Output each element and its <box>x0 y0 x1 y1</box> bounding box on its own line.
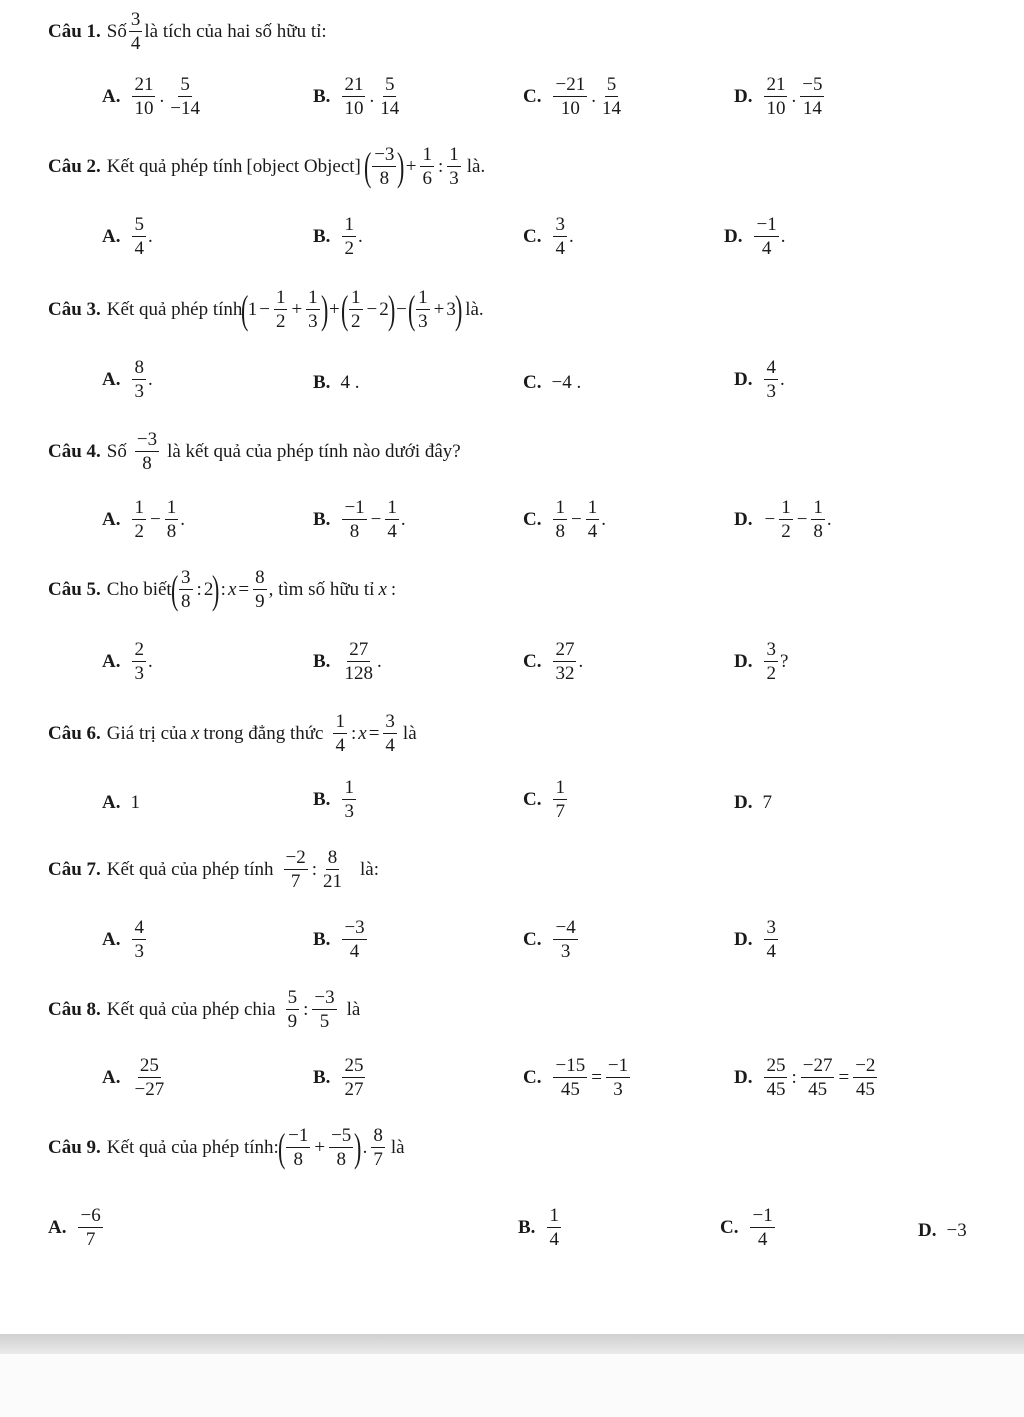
option-c[interactable]: C. $\frac{-15}{45}$ = $\frac{-1}{3}$ <box>523 1055 629 1100</box>
question-text: Số <box>106 20 127 42</box>
question-text: Kết quả của phép tính <box>106 858 274 880</box>
option-a[interactable]: A. $\frac{-6}{7}$ <box>48 1205 101 1250</box>
option-a[interactable]: A. $\frac{25}{-27}$ <box>102 1055 165 1100</box>
question-text: Kết quả phép tính <box>106 155 243 177</box>
option-d[interactable]: D. $\frac{3}{2}$ ? <box>734 639 789 684</box>
question-label: Câu 7. <box>48 858 101 880</box>
option-d[interactable]: D. $\frac{21}{10}$ . $\frac{-5}{14}$ <box>734 74 823 119</box>
option-b[interactable]: B. $\frac{-3}{4}$ <box>313 917 365 962</box>
option-d[interactable]: D. $\frac{4}{3}$ . <box>734 357 785 402</box>
option-c[interactable]: C. $\frac{-1}{4}$ <box>720 1205 773 1250</box>
option-c[interactable]: C. $\frac{-4}{3}$ <box>523 917 576 962</box>
option-b[interactable]: B. $\frac{-1}{8}$ − $\frac{1}{4}$ . <box>313 497 406 542</box>
question-8: Câu 8. Kết quả của phép chia $\frac{5}{9}$ : $\frac{-3}{5}$ là <box>48 987 361 1032</box>
question-text: là tích của hai số hữu tỉ: <box>144 20 327 42</box>
option-d[interactable]: D. 7 <box>734 792 772 813</box>
question-label: Câu 8. <box>48 998 101 1020</box>
option-b[interactable]: B. $\frac{27}{128}$ . <box>313 639 382 684</box>
option-d[interactable]: D. − $\frac{1}{2}$ − $\frac{1}{8}$ . <box>734 497 832 542</box>
page-divider <box>0 1334 1024 1354</box>
option-a[interactable]: A. $\frac{5}{4}$ . <box>102 214 153 259</box>
option-d[interactable]: D. $\frac{-1}{4}$ . <box>724 214 786 259</box>
option-b[interactable]: B. 4 . <box>313 372 360 393</box>
option-c[interactable]: C. $\frac{27}{32}$ . <box>523 639 584 684</box>
option-b[interactable]: B. $\frac{1}{4}$ <box>518 1205 559 1250</box>
option-c[interactable]: C. $\frac{-21}{10}$ . $\frac{5}{14}$ <box>523 74 621 119</box>
question-5: Câu 5. Cho biết ( $\frac{3}{8}$ : 2 ) : x = $\frac{8}{9}$ , tìm số hữu tỉ x : <box>48 566 397 612</box>
question-6: Câu 6. Giá trị của x trong đẳng thức $\frac{1}{4}$ : x = $\frac{3}{4}$ là <box>48 711 417 756</box>
option-b[interactable]: B. $\frac{21}{10}$ . $\frac{5}{14}$ <box>313 74 400 119</box>
question-7: Câu 7. Kết quả của phép tính $\frac{-2}{7}$ : $\frac{8}{21}$ là: <box>48 847 380 892</box>
fraction: $\frac{3}{4}$ <box>130 9 141 54</box>
option-a[interactable]: A. $\frac{2}{3}$ . <box>102 639 153 684</box>
question-label: Câu 1. <box>48 20 101 42</box>
question-1 <box>48 10 327 53</box>
option-a[interactable]: A. $\frac{4}{3}$ <box>102 917 144 962</box>
option-d[interactable]: D. $\frac{25}{45}$ : $\frac{-27}{45}$ = $\frac{-2}{45}$ <box>734 1055 876 1100</box>
question-text: Kết quả của phép chia <box>106 998 276 1020</box>
option-d[interactable]: D. $\frac{3}{4}$ <box>734 917 776 962</box>
question-label: Câu 9. <box>48 1136 101 1158</box>
question-text: Giá trị của <box>106 722 187 744</box>
option-b[interactable]: B. $\frac{1}{2}$ . <box>313 214 363 259</box>
question-4: Câu 4. Số $\frac{-3}{8}$ là kết quả của phép tính nào dưới đây? <box>48 429 461 474</box>
question-text: Kết quả của phép tính: <box>106 1136 279 1158</box>
question-label: Câu 6. <box>48 722 101 744</box>
option-a[interactable]: A. 1 <box>102 792 140 813</box>
option-d[interactable]: D. −3 <box>918 1220 967 1241</box>
option-b[interactable]: B. $\frac{1}{3}$ <box>313 777 354 822</box>
question-text: Kết quả phép tính <box>106 298 243 320</box>
question-label: Câu 3. <box>48 298 101 320</box>
question-text: là kết quả của phép tính nào dưới đây? <box>167 440 461 462</box>
page-bottom <box>0 1354 1024 1417</box>
option-a[interactable]: A. $\frac{8}{3}$ . <box>102 357 153 402</box>
question-text: trong đẳng thức <box>203 722 324 744</box>
question-text: Số <box>106 440 127 462</box>
question-9: Câu 9. Kết quả của phép tính: ( $\frac{-1}{8}$ + $\frac{-5}{8}$ ) . $\frac{8}{7}$ là <box>48 1124 405 1170</box>
option-c[interactable]: C. −4 . <box>523 372 582 393</box>
option-b[interactable]: B. $\frac{25}{27}$ <box>313 1055 364 1100</box>
question-label: Câu 5. <box>48 578 101 600</box>
question-2: Câu 2. Kết quả phép tính [object Object] ( $\frac{-3}{8}$ ) + $\frac{1}{6}$ : $\frac{1}{3}$ là. <box>48 143 486 189</box>
option-c[interactable]: C. $\frac{1}{8}$ − $\frac{1}{4}$ . <box>523 497 606 542</box>
question-text: Cho biết <box>106 578 172 600</box>
option-c[interactable]: C. $\frac{1}{7}$ <box>523 777 565 822</box>
option-a[interactable]: A. $\frac{21}{10}$ . $\frac{5}{-14}$ <box>102 74 200 119</box>
question-label: Câu 2. <box>48 155 101 177</box>
option-a[interactable]: A. $\frac{1}{2}$ − $\frac{1}{8}$ . <box>102 497 185 542</box>
question-3: Câu 3. Kết quả phép tính ( 1 − $\frac{1}{2}$ + $\frac{1}{3}$ ) + ( $\frac{1}{2}$ − 2 ) − ( $\frac{1}{3}$ + 3 ) là. <box>48 286 484 332</box>
question-label: Câu 4. <box>48 440 101 462</box>
option-c[interactable]: C. $\frac{3}{4}$ . <box>523 214 574 259</box>
